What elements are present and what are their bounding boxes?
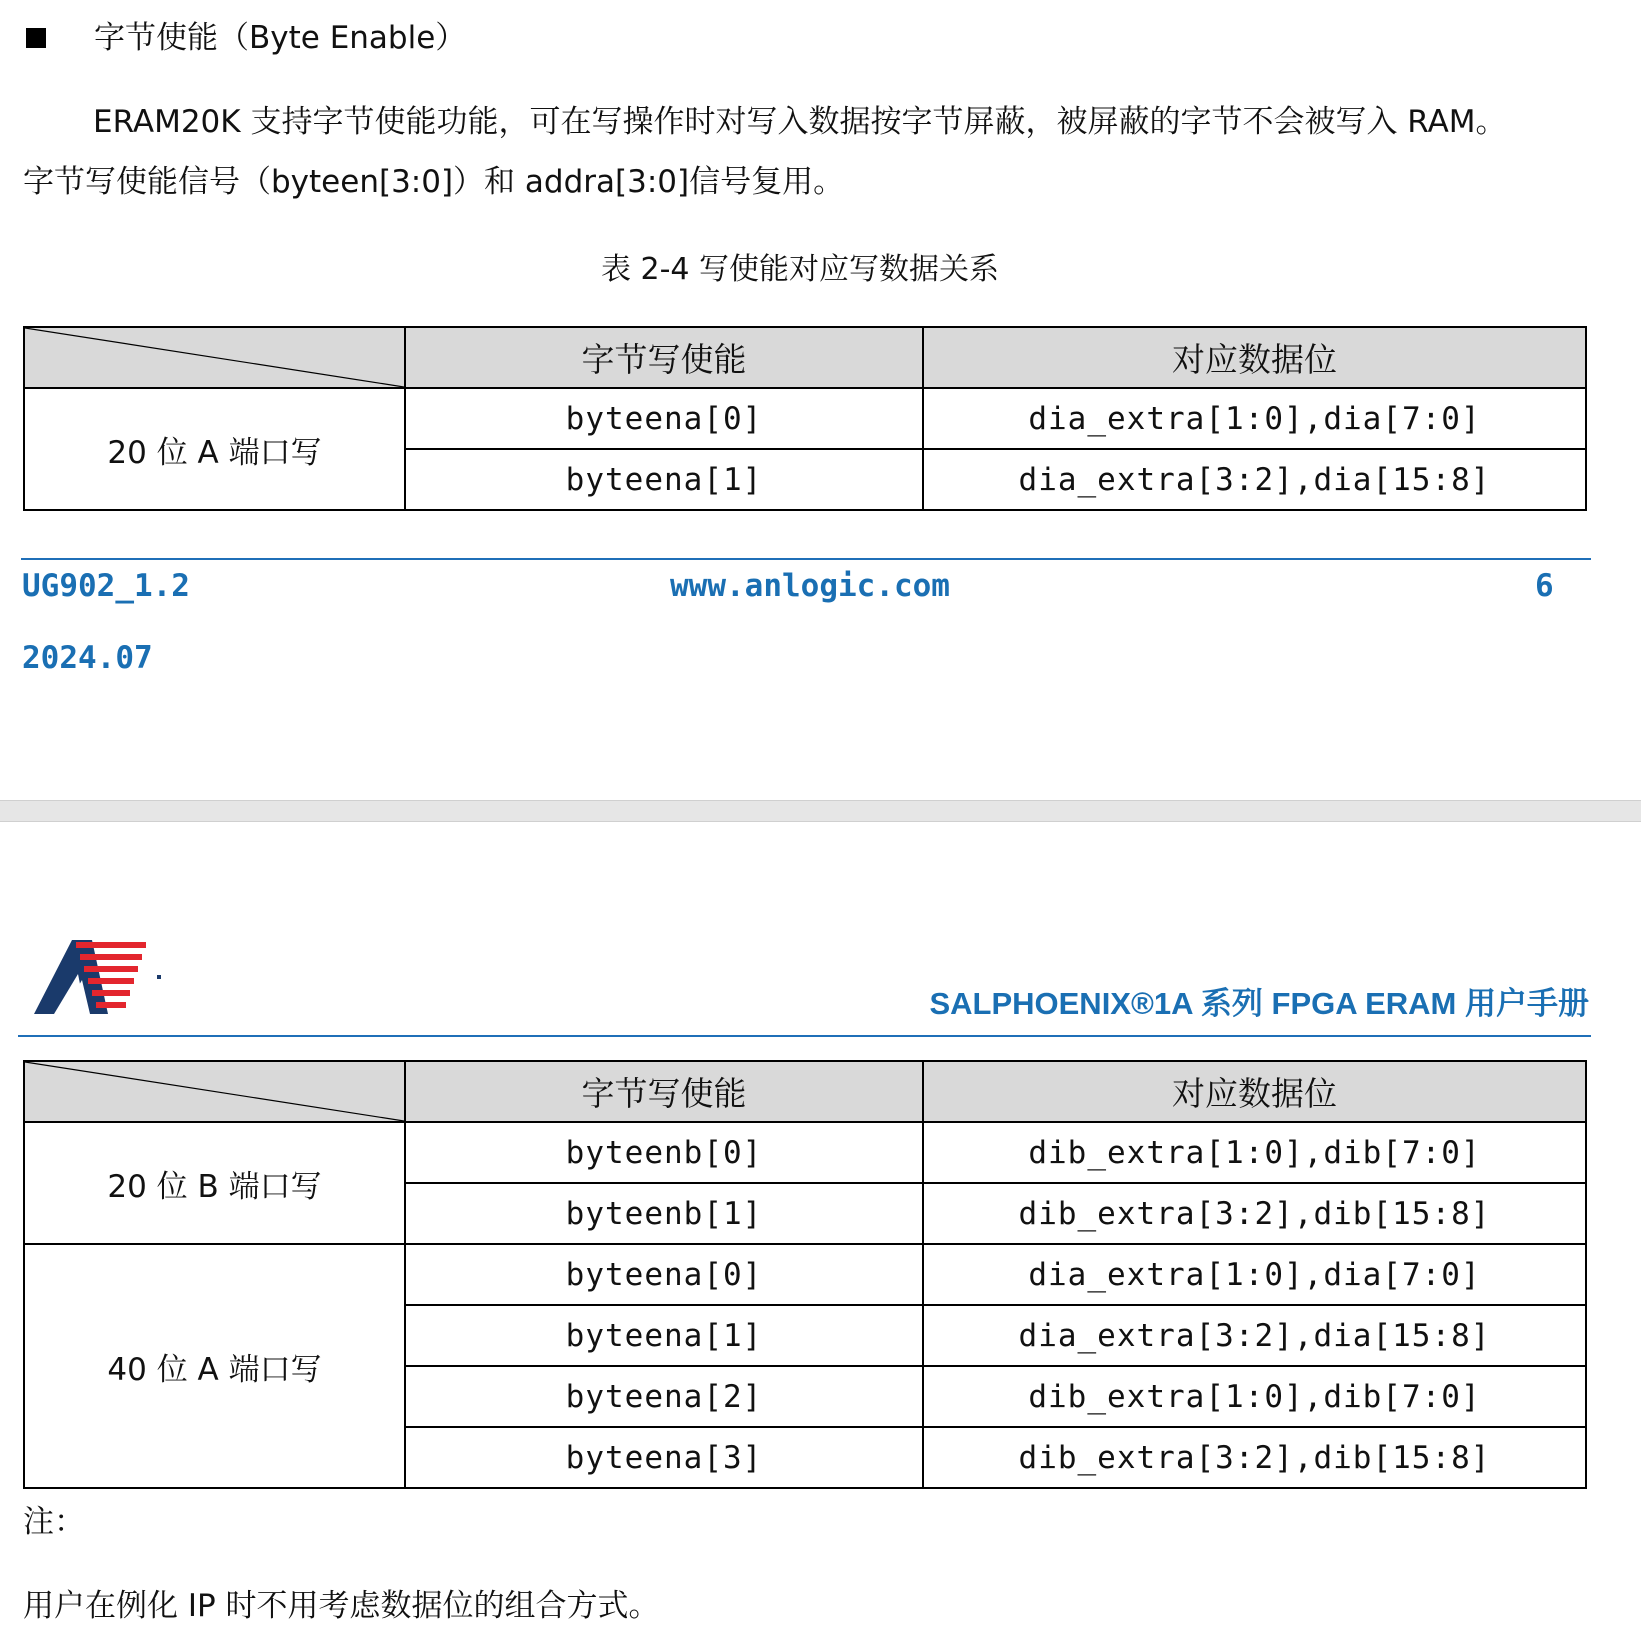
header-byte-enable: 字节写使能 <box>405 327 923 388</box>
byte-enable-cell: byteena[0] <box>405 388 923 449</box>
header-rule <box>18 1035 1591 1037</box>
footer-url-link[interactable]: www.anlogic.com <box>670 568 950 604</box>
header-data-bits: 对应数据位 <box>923 1061 1586 1122</box>
page-separator <box>0 800 1641 822</box>
table-caption: 表 2-4 写使能对应写数据关系 <box>600 252 1000 287</box>
byte-enable-cell: byteena[0] <box>405 1244 923 1305</box>
byte-enable-cell: byteenb[0] <box>405 1122 923 1183</box>
byte-enable-cell: byteena[3] <box>405 1427 923 1488</box>
data-bits-cell: dib_extra[3:2],dib[15:8] <box>923 1427 1586 1488</box>
footer-page-number: 6 <box>1535 568 1554 604</box>
section-heading: 字节使能（Byte Enable） <box>94 20 467 56</box>
section-bullet-icon <box>26 28 46 48</box>
data-bits-cell: dia_extra[3:2],dia[15:8] <box>923 449 1586 510</box>
data-bits-cell: dia_extra[3:2],dia[15:8] <box>923 1305 1586 1366</box>
data-bits-cell: dia_extra[1:0],dia[7:0] <box>923 1244 1586 1305</box>
byte-enable-cell: byteena[2] <box>405 1366 923 1427</box>
paragraph-line-1: ERAM20K 支持字节使能功能，可在写操作时对写入数据按字节屏蔽，被屏蔽的字节不会被写入 RAM。 <box>93 104 1507 140</box>
data-bits-cell: dia_extra[1:0],dia[7:0] <box>923 388 1586 449</box>
diagonal-line-icon <box>25 1062 404 1121</box>
port-cell: 20 位 A 端口写 <box>24 388 405 510</box>
byte-enable-table-1 <box>23 326 1587 511</box>
paragraph-line-2: 字节写使能信号（byteen[3:0]）和 addra[3:0]信号复用。 <box>23 164 845 200</box>
header-title: SALPHOENIX®1A 系列 FPGA ERAM 用户手册 <box>929 986 1589 1021</box>
data-bits-cell: dib_extra[3:2],dib[15:8] <box>923 1183 1586 1244</box>
byte-enable-table-2 <box>23 1060 1587 1489</box>
header-byte-enable: 字节写使能 <box>405 1061 923 1122</box>
port-cell: 20 位 B 端口写 <box>24 1122 405 1244</box>
diagonal-line-icon <box>25 328 404 387</box>
table-corner-cell <box>24 327 405 388</box>
table-corner-cell <box>24 1061 405 1122</box>
anlogic-logo-icon <box>34 940 146 1014</box>
byte-enable-cell: byteena[1] <box>405 449 923 510</box>
header-data-bits: 对应数据位 <box>923 327 1586 388</box>
byte-enable-cell: byteena[1] <box>405 1305 923 1366</box>
footer-doc-id: UG902_1.2 <box>22 568 190 604</box>
note-label: 注： <box>23 1504 85 1540</box>
port-cell: 40 位 A 端口写 <box>24 1244 405 1488</box>
data-bits-cell: dib_extra[1:0],dib[7:0] <box>923 1366 1586 1427</box>
byte-enable-cell: byteenb[1] <box>405 1183 923 1244</box>
logo-dot <box>157 975 161 979</box>
data-bits-cell: dib_extra[1:0],dib[7:0] <box>923 1122 1586 1183</box>
footer-rule <box>21 558 1591 560</box>
note-text: 用户在例化 IP 时不用考虑数据位的组合方式。 <box>23 1588 660 1624</box>
footer-date: 2024.07 <box>22 640 153 676</box>
